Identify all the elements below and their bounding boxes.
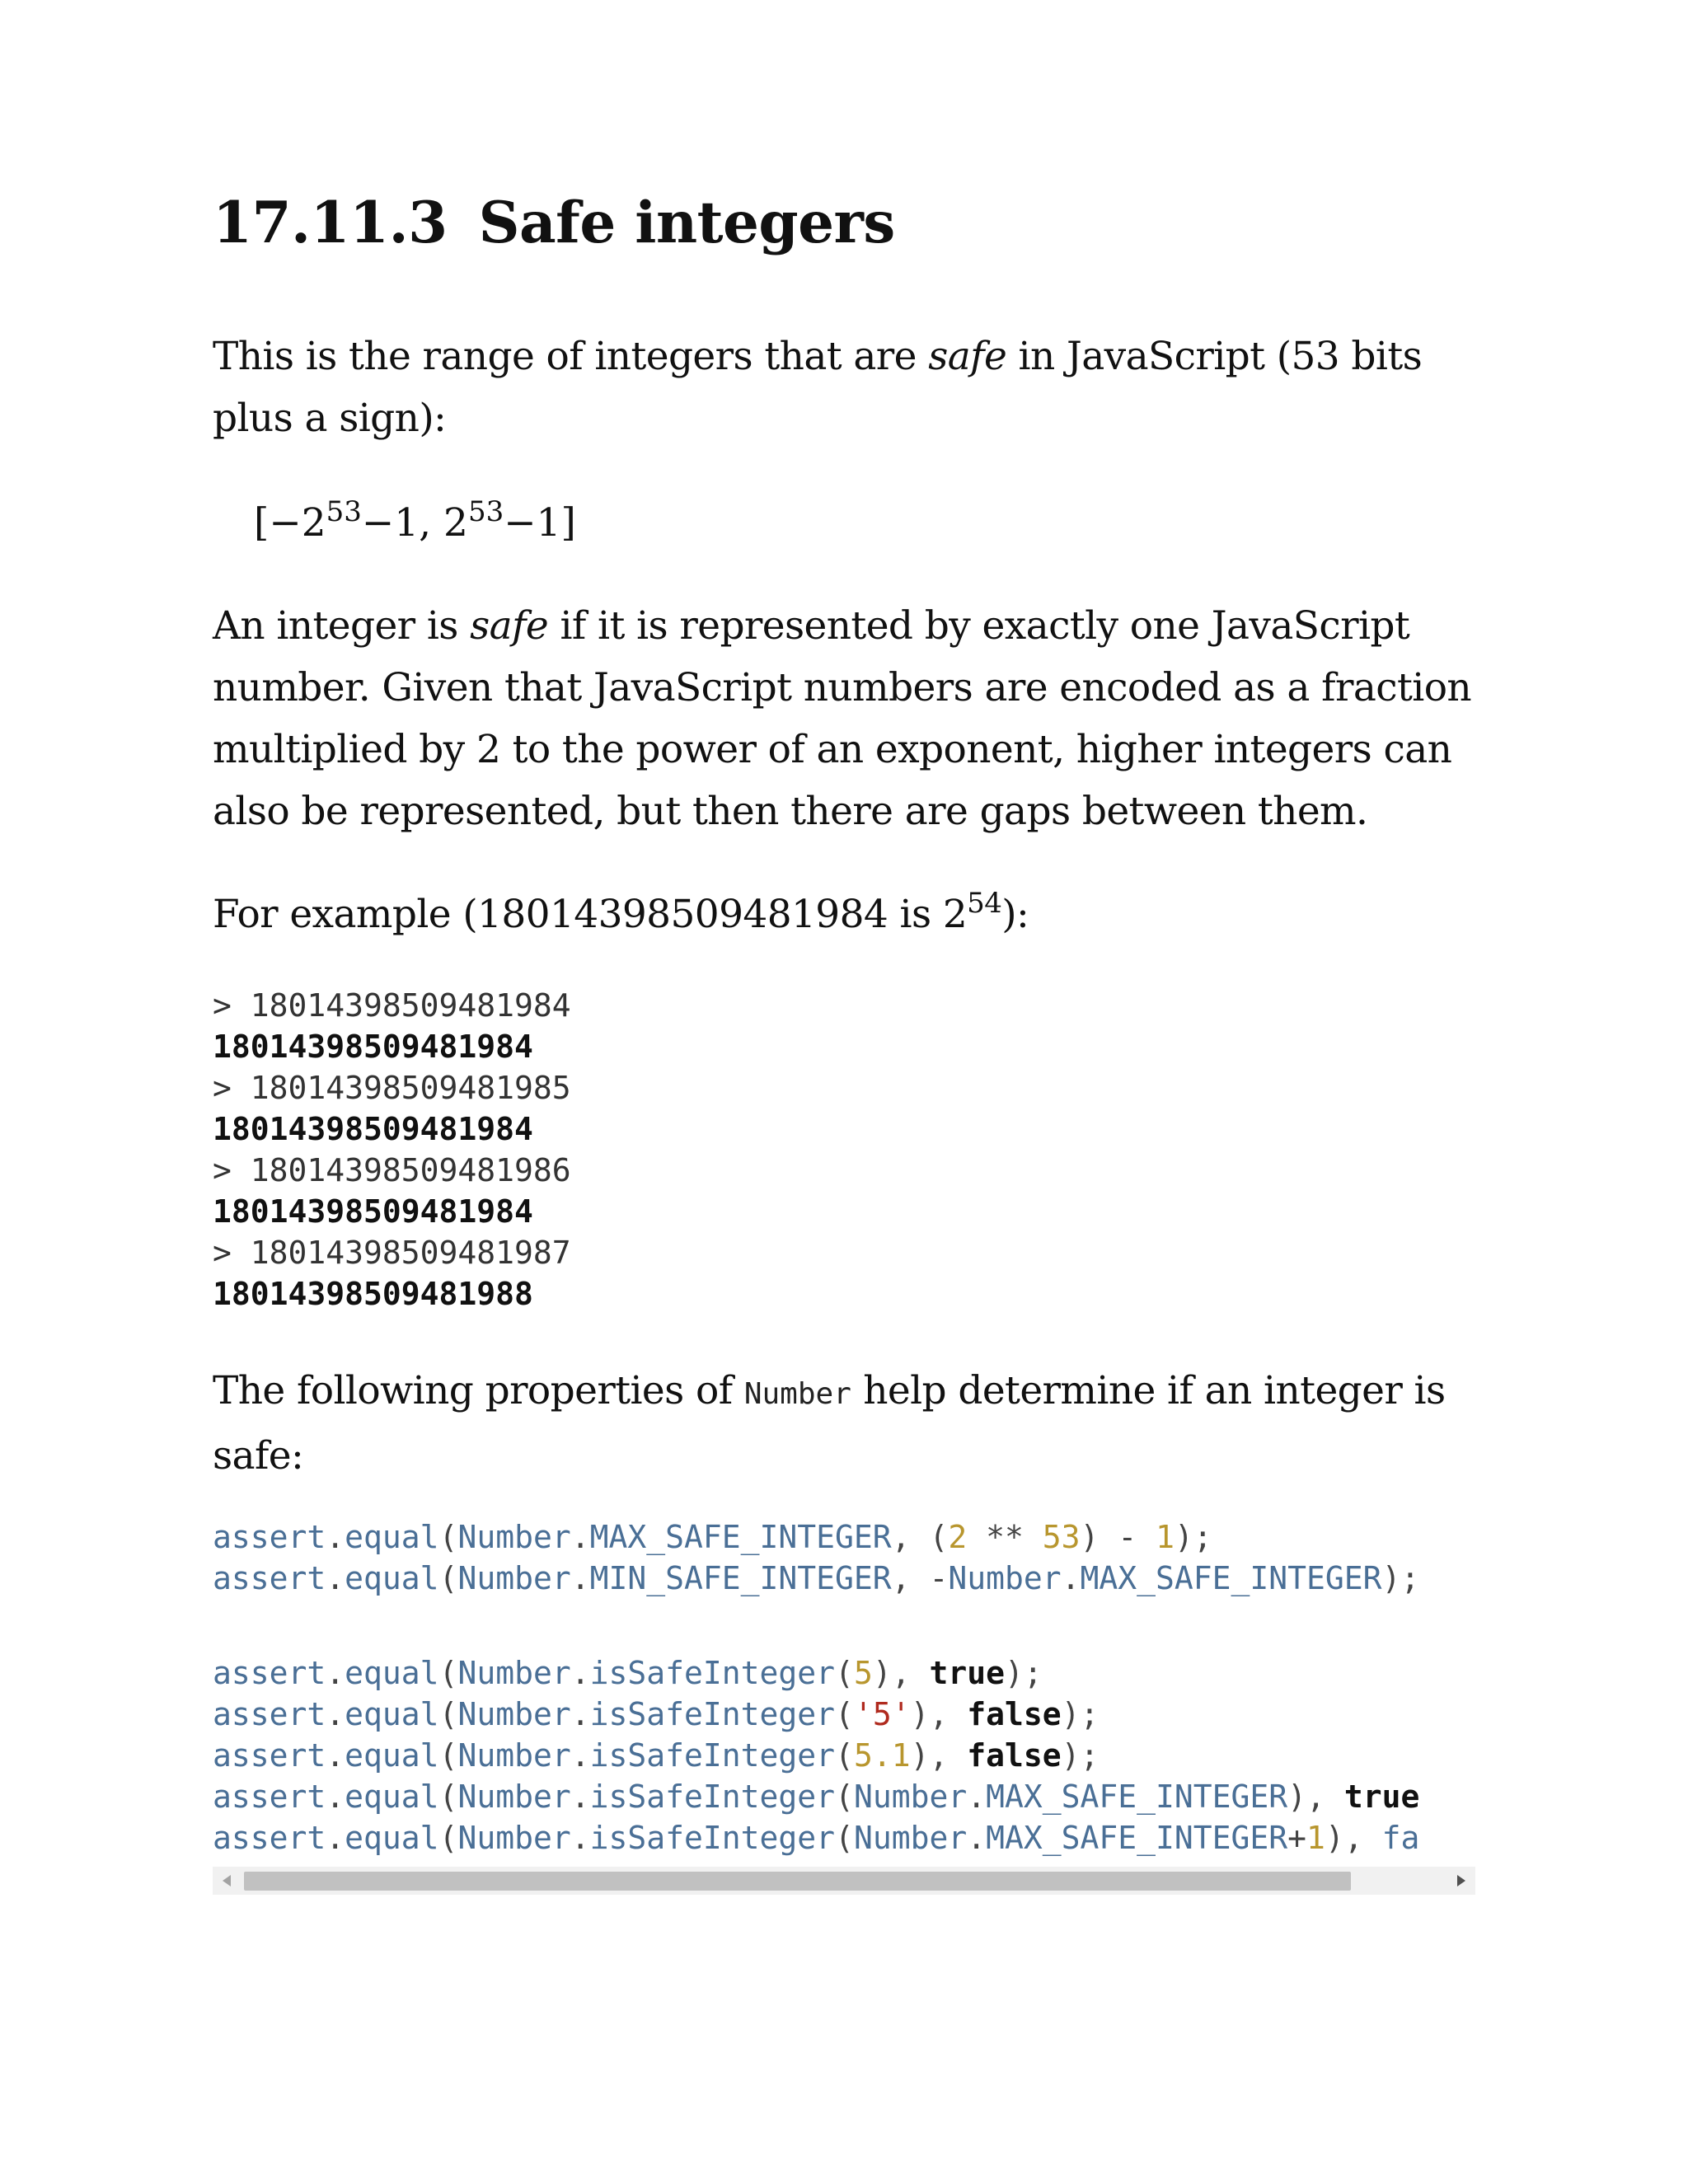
repl-output: 18014398509481988 [213, 1276, 533, 1312]
intro-text-end: in JavaScript (53 bits plus a sign): [213, 334, 1423, 441]
range-exponent-2: 53 [467, 495, 504, 528]
example-intro-end: ): [1001, 892, 1029, 937]
arrow-right-icon[interactable] [1457, 1875, 1465, 1886]
code-line: assert.equal(Number.isSafeInteger(Number.MAX_SAFE_INTEGER+1), fa [213, 1820, 1420, 1856]
properties-text-start: The following properties of [213, 1368, 744, 1413]
definition-text-end: if it is represented by exactly one JavaScript number. Given that JavaScript numbers are encoded as a fraction multiplied by 2 to the power of an exponent, higher integers can also be represented, but then there are gaps between them. [213, 603, 1472, 834]
definition-text-start: An integer is [213, 603, 471, 649]
code-line: assert.equal(Number.isSafeInteger(5.1), false); [213, 1737, 1100, 1774]
code-blank-line [213, 1599, 1475, 1652]
code-horizontal-scrollbar[interactable] [213, 1867, 1475, 1895]
example-exponent: 54 [967, 887, 1002, 920]
intro-text-start: This is the range of integers that are [213, 334, 929, 379]
intro-paragraph [213, 326, 1475, 449]
repl-output: 18014398509481984 [213, 1193, 533, 1230]
repl-input: > 18014398509481984 [213, 987, 571, 1024]
code-group-constants [213, 1516, 1475, 1599]
example-intro-paragraph [213, 883, 1475, 945]
repl-input: > 18014398509481985 [213, 1070, 571, 1106]
code-line: assert.equal(Number.isSafeInteger('5'), false); [213, 1696, 1100, 1732]
repl-input: > 18014398509481986 [213, 1152, 571, 1188]
code-group-is-safe-integer [213, 1652, 1475, 1858]
scrollbar-thumb[interactable] [244, 1872, 1351, 1891]
intro-emphasis: safe [928, 334, 1007, 379]
repl-example-block [213, 985, 571, 1315]
range-middle: −1, 2 [361, 500, 468, 546]
definition-emphasis: safe [470, 603, 549, 649]
section-title: Safe integers [478, 190, 895, 256]
definition-paragraph [213, 595, 1475, 842]
code-listing [213, 1516, 1475, 1858]
repl-output: 18014398509481984 [213, 1111, 533, 1147]
range-open: [−2 [254, 500, 326, 546]
inline-code-number: Number [743, 1377, 851, 1411]
range-close: −1] [504, 500, 576, 546]
code-line: assert.equal(Number.isSafeInteger(5), true); [213, 1655, 1043, 1691]
code-line: assert.equal(Number.MIN_SAFE_INTEGER, -Number.MAX_SAFE_INTEGER); [213, 1560, 1420, 1596]
repl-input: > 18014398509481987 [213, 1235, 571, 1271]
range-exponent-1: 53 [326, 495, 362, 528]
code-line: assert.equal(Number.isSafeInteger(Number.MAX_SAFE_INTEGER), true [213, 1779, 1420, 1815]
example-intro-text: For example (18014398509481984 is 2 [213, 892, 968, 937]
arrow-left-icon[interactable] [223, 1875, 231, 1886]
safe-range-formula [254, 492, 576, 554]
section-heading [213, 186, 895, 260]
repl-output: 18014398509481984 [213, 1029, 533, 1065]
properties-paragraph [213, 1360, 1475, 1487]
code-block[interactable] [213, 1516, 1475, 1896]
code-line: assert.equal(Number.MAX_SAFE_INTEGER, (2 ** 53) - 1); [213, 1519, 1212, 1555]
section-number: 17.11.3 [213, 190, 448, 256]
properties-text-end: help determine if an integer is safe: [213, 1368, 1446, 1479]
